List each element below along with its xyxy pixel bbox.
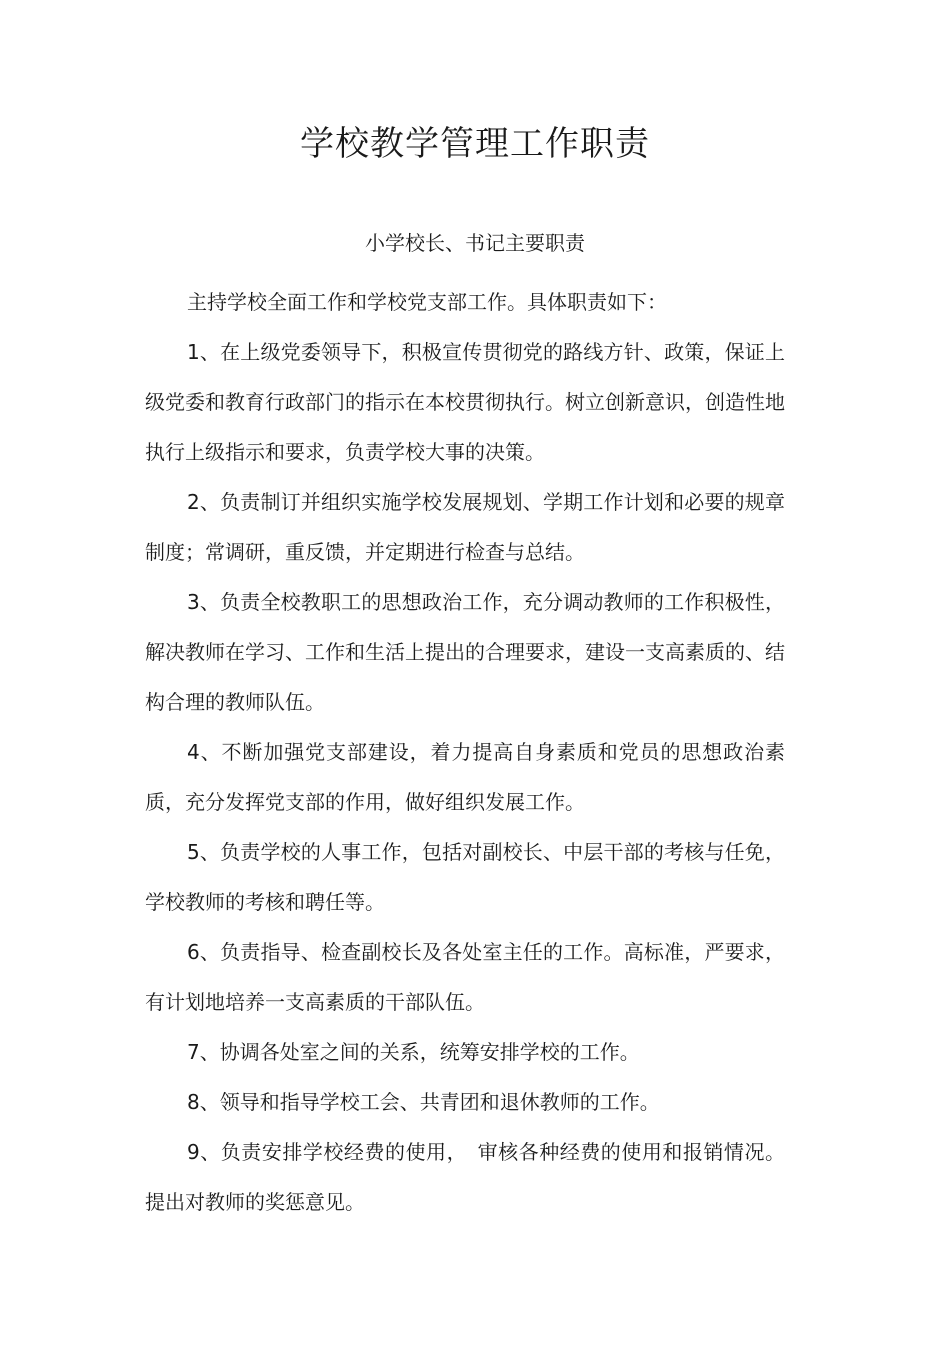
paragraph-item-2: 2、负责制订并组织实施学校发展规划、学期工作计划和必要的规章制度；常调研，重反馈，并定期进行检查与总结。 <box>145 490 785 564</box>
paragraph-item-3: 3、负责全校教职工的思想政治工作，充分调动教师的工作积极性，解决教师在学习、工作和生活上提出的合理要求，建设一支高素质的、结构合理的教师队伍。 <box>145 590 785 714</box>
document-body <box>145 277 785 1227</box>
paragraph-item-7: 7、协调各处室之间的关系，统筹安排学校的工作。 <box>187 1040 640 1064</box>
paragraph-item-5: 5、负责学校的人事工作，包括对副校长、中层干部的考核与任免，学校教师的考核和聘任等。 <box>145 840 785 914</box>
paragraph-item-6: 6、负责指导、检查副校长及各处室主任的工作。高标准，严要求，有计划地培养一支高素质的干部队伍。 <box>145 940 785 1014</box>
paragraph-item-4: 4、不断加强党支部建设，着力提高自身素质和党员的思想政治素质，充分发挥党支部的作用，做好组织发展工作。 <box>145 740 785 814</box>
paragraph-item-8: 8、领导和指导学校工会、共青团和退休教师的工作。 <box>187 1090 660 1114</box>
paragraph-item-1: 1、在上级党委领导下，积极宣传贯彻党的路线方针、政策，保证上级党委和教育行政部门的指示在本校贯彻执行。树立创新意识，创造性地执行上级指示和要求，负责学校大事的决策。 <box>145 340 785 464</box>
document-subtitle: 小学校长、书记主要职责 <box>365 231 585 255</box>
paragraph-item-9: 9、负责安排学校经费的使用， 审核各种经费的使用和报销情况。提出对教师的奖惩意见。 <box>145 1140 785 1214</box>
paragraph-intro: 主持学校全面工作和学校党支部工作。具体职责如下： <box>187 290 667 314</box>
document-title: 学校教学管理工作职责 <box>300 124 650 164</box>
